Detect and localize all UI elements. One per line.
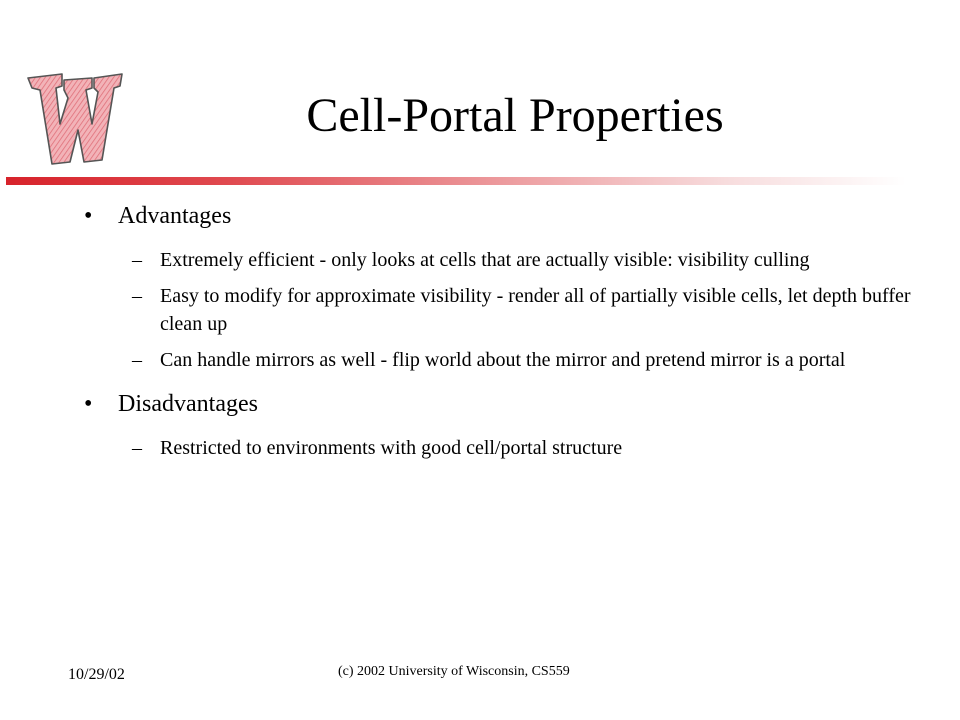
slide-body: [84, 200, 914, 462]
sub-item-approximate: [84, 282, 914, 338]
sub-item-restricted: [84, 434, 914, 462]
footer-date: 10/29/02: [68, 666, 125, 683]
title-divider: [6, 177, 906, 185]
bullet-icon: •: [84, 391, 93, 417]
bullet-label: Disadvantages: [118, 391, 258, 417]
wisconsin-w-icon: [22, 68, 126, 168]
sub-item-mirrors: [84, 346, 914, 374]
footer-copyright: (c) 2002 University of Wisconsin, CS559: [338, 664, 570, 679]
dash-icon: –: [132, 249, 142, 271]
sub-item-text: Easy to modify for approximate visibility - render all of partially visible cells, let depth buffer clean up: [160, 285, 911, 335]
sub-item-text: Can handle mirrors as well - flip world about the mirror and pretend mirror is a portal: [160, 349, 846, 371]
bullet-item-disadvantages: [84, 388, 914, 420]
dash-icon: –: [132, 437, 142, 459]
bullet-item-advantages: [84, 200, 914, 232]
sub-item-efficient: [84, 246, 914, 274]
sub-item-text: Restricted to environments with good cell/portal structure: [160, 437, 623, 459]
dash-icon: –: [132, 285, 142, 307]
bullet-label: Advantages: [118, 203, 232, 229]
bullet-icon: •: [84, 203, 93, 229]
sub-item-text: Extremely efficient - only looks at cells that are actually visible: visibility culling: [160, 249, 810, 271]
dash-icon: –: [132, 349, 142, 371]
slide-title: Cell-Portal Properties: [306, 89, 724, 142]
